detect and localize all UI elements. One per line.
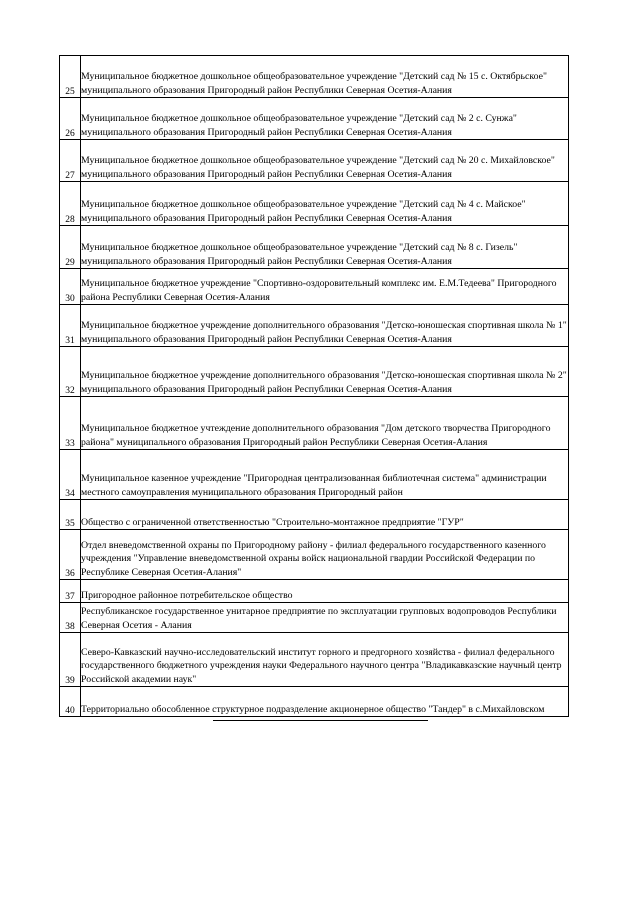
table-row (60, 687, 569, 717)
table-row (60, 530, 569, 580)
row-number: 35 (60, 500, 81, 530)
organization-name: Муниципальное бюджетное учтеждение дополнительного образования "Дом детского творчества Пригородного района" муниципального образования Пригородный район Республики Северная Осетия-Алания (81, 397, 569, 450)
table-row (60, 182, 569, 226)
row-number: 25 (60, 56, 81, 98)
row-number: 34 (60, 450, 81, 500)
row-number: 37 (60, 580, 81, 603)
row-number: 36 (60, 530, 81, 580)
table-row (60, 633, 569, 687)
organization-name: Республиканское государственное унитарное предприятие по эксплуатации групповых водопроводов Республики Северная Осетия - Алания (81, 603, 569, 633)
table-row (60, 305, 569, 347)
row-number: 32 (60, 347, 81, 397)
row-number: 26 (60, 98, 81, 140)
table-row (60, 347, 569, 397)
organization-name: Муниципальное казенное учреждение "Пригородная централизованная библиотечная система" администрации местного самоуправления муниципального образования Пригородный район (81, 450, 569, 500)
organization-name: Пригородное районное потребительское общество (81, 580, 569, 603)
table-row (60, 603, 569, 633)
organization-name: Муниципальное бюджетное дошкольное общеобразовательное учреждение "Детский сад № 4 с. Майское" муниципального образования Пригородный район Республики Северная Осетия-Алания (81, 182, 569, 226)
table-row (60, 269, 569, 305)
row-number: 33 (60, 397, 81, 450)
table-row (60, 98, 569, 140)
organization-name: Муниципальное бюджетное учреждение дополнительного образования "Детско-юношеская спортивная школа № 2" муниципального образования Пригородный район Республики Северная Осетия-Алания (81, 347, 569, 397)
table-row (60, 56, 569, 98)
row-number: 31 (60, 305, 81, 347)
organizations-table (59, 55, 569, 717)
row-number: 30 (60, 269, 81, 305)
organization-name: Муниципальное бюджетное дошкольное общеобразовательное учреждение "Детский сад № 2 с. Сунжа" муниципального образования Пригородный район Республики Северная Осетия-Алания (81, 98, 569, 140)
organization-name: Муниципальное бюджетное учреждение "Спортивно-оздоровительный комплекс им. Е.М.Тедеева" Пригородного района Республики Северная Осетия-Алания (81, 269, 569, 305)
organization-name: Отдел вневедомственной охраны по Пригородному району - филиал федерального государственного казенного учреждения "Управление вневедомственной охраны войск национальной гвардии Российской Федерации по Республике Северная Осетия-Алания" (81, 530, 569, 580)
closing-rule (213, 720, 428, 721)
row-number: 40 (60, 687, 81, 717)
table-row (60, 450, 569, 500)
organization-name: Муниципальное бюджетное учреждение дополнительного образования "Детско-юношеская спортивная школа № 1" муниципального образования Пригородный район Республики Северная Осетия-Алания (81, 305, 569, 347)
organization-name: Муниципальное бюджетное дошкольное общеобразовательное учреждение "Детский сад № 20 с. Михайловское" муниципального образования Пригородный район Республики Северная Осетия-Алания (81, 140, 569, 182)
organization-name: Территориально обособленное структурное подразделение акционерное общество "Тандер" в с.Михайловском (81, 687, 569, 717)
row-number: 39 (60, 633, 81, 687)
row-number: 28 (60, 182, 81, 226)
row-number: 27 (60, 140, 81, 182)
row-number: 38 (60, 603, 81, 633)
organization-name: Муниципальное бюджетное дошкольное общеобразовательное учреждение "Детский сад № 8 с. Гизель" муниципального образования Пригородный район Республики Северная Осетия-Алания (81, 226, 569, 269)
table-row (60, 500, 569, 530)
table-row (60, 580, 569, 603)
organization-name: Муниципальное бюджетное дошкольное общеобразовательное учреждение "Детский сад № 15 с. Октябрьское" муниципального образования Пригородный район Республики Северная Осетия-Алания (81, 56, 569, 98)
organization-name: Общество с ограниченной ответственностью "Строительно-монтажное предприятие "ГУР" (81, 500, 569, 530)
organization-name: Северо-Кавказский научно-исследовательский институт горного и предгорного хозяйства - филиал федерального государственного бюджетного учреждения науки Федерального научного центра "Владикавказские научный центр Российской академии наук" (81, 633, 569, 687)
row-number: 29 (60, 226, 81, 269)
table-row (60, 140, 569, 182)
table-row (60, 397, 569, 450)
table-row (60, 226, 569, 269)
